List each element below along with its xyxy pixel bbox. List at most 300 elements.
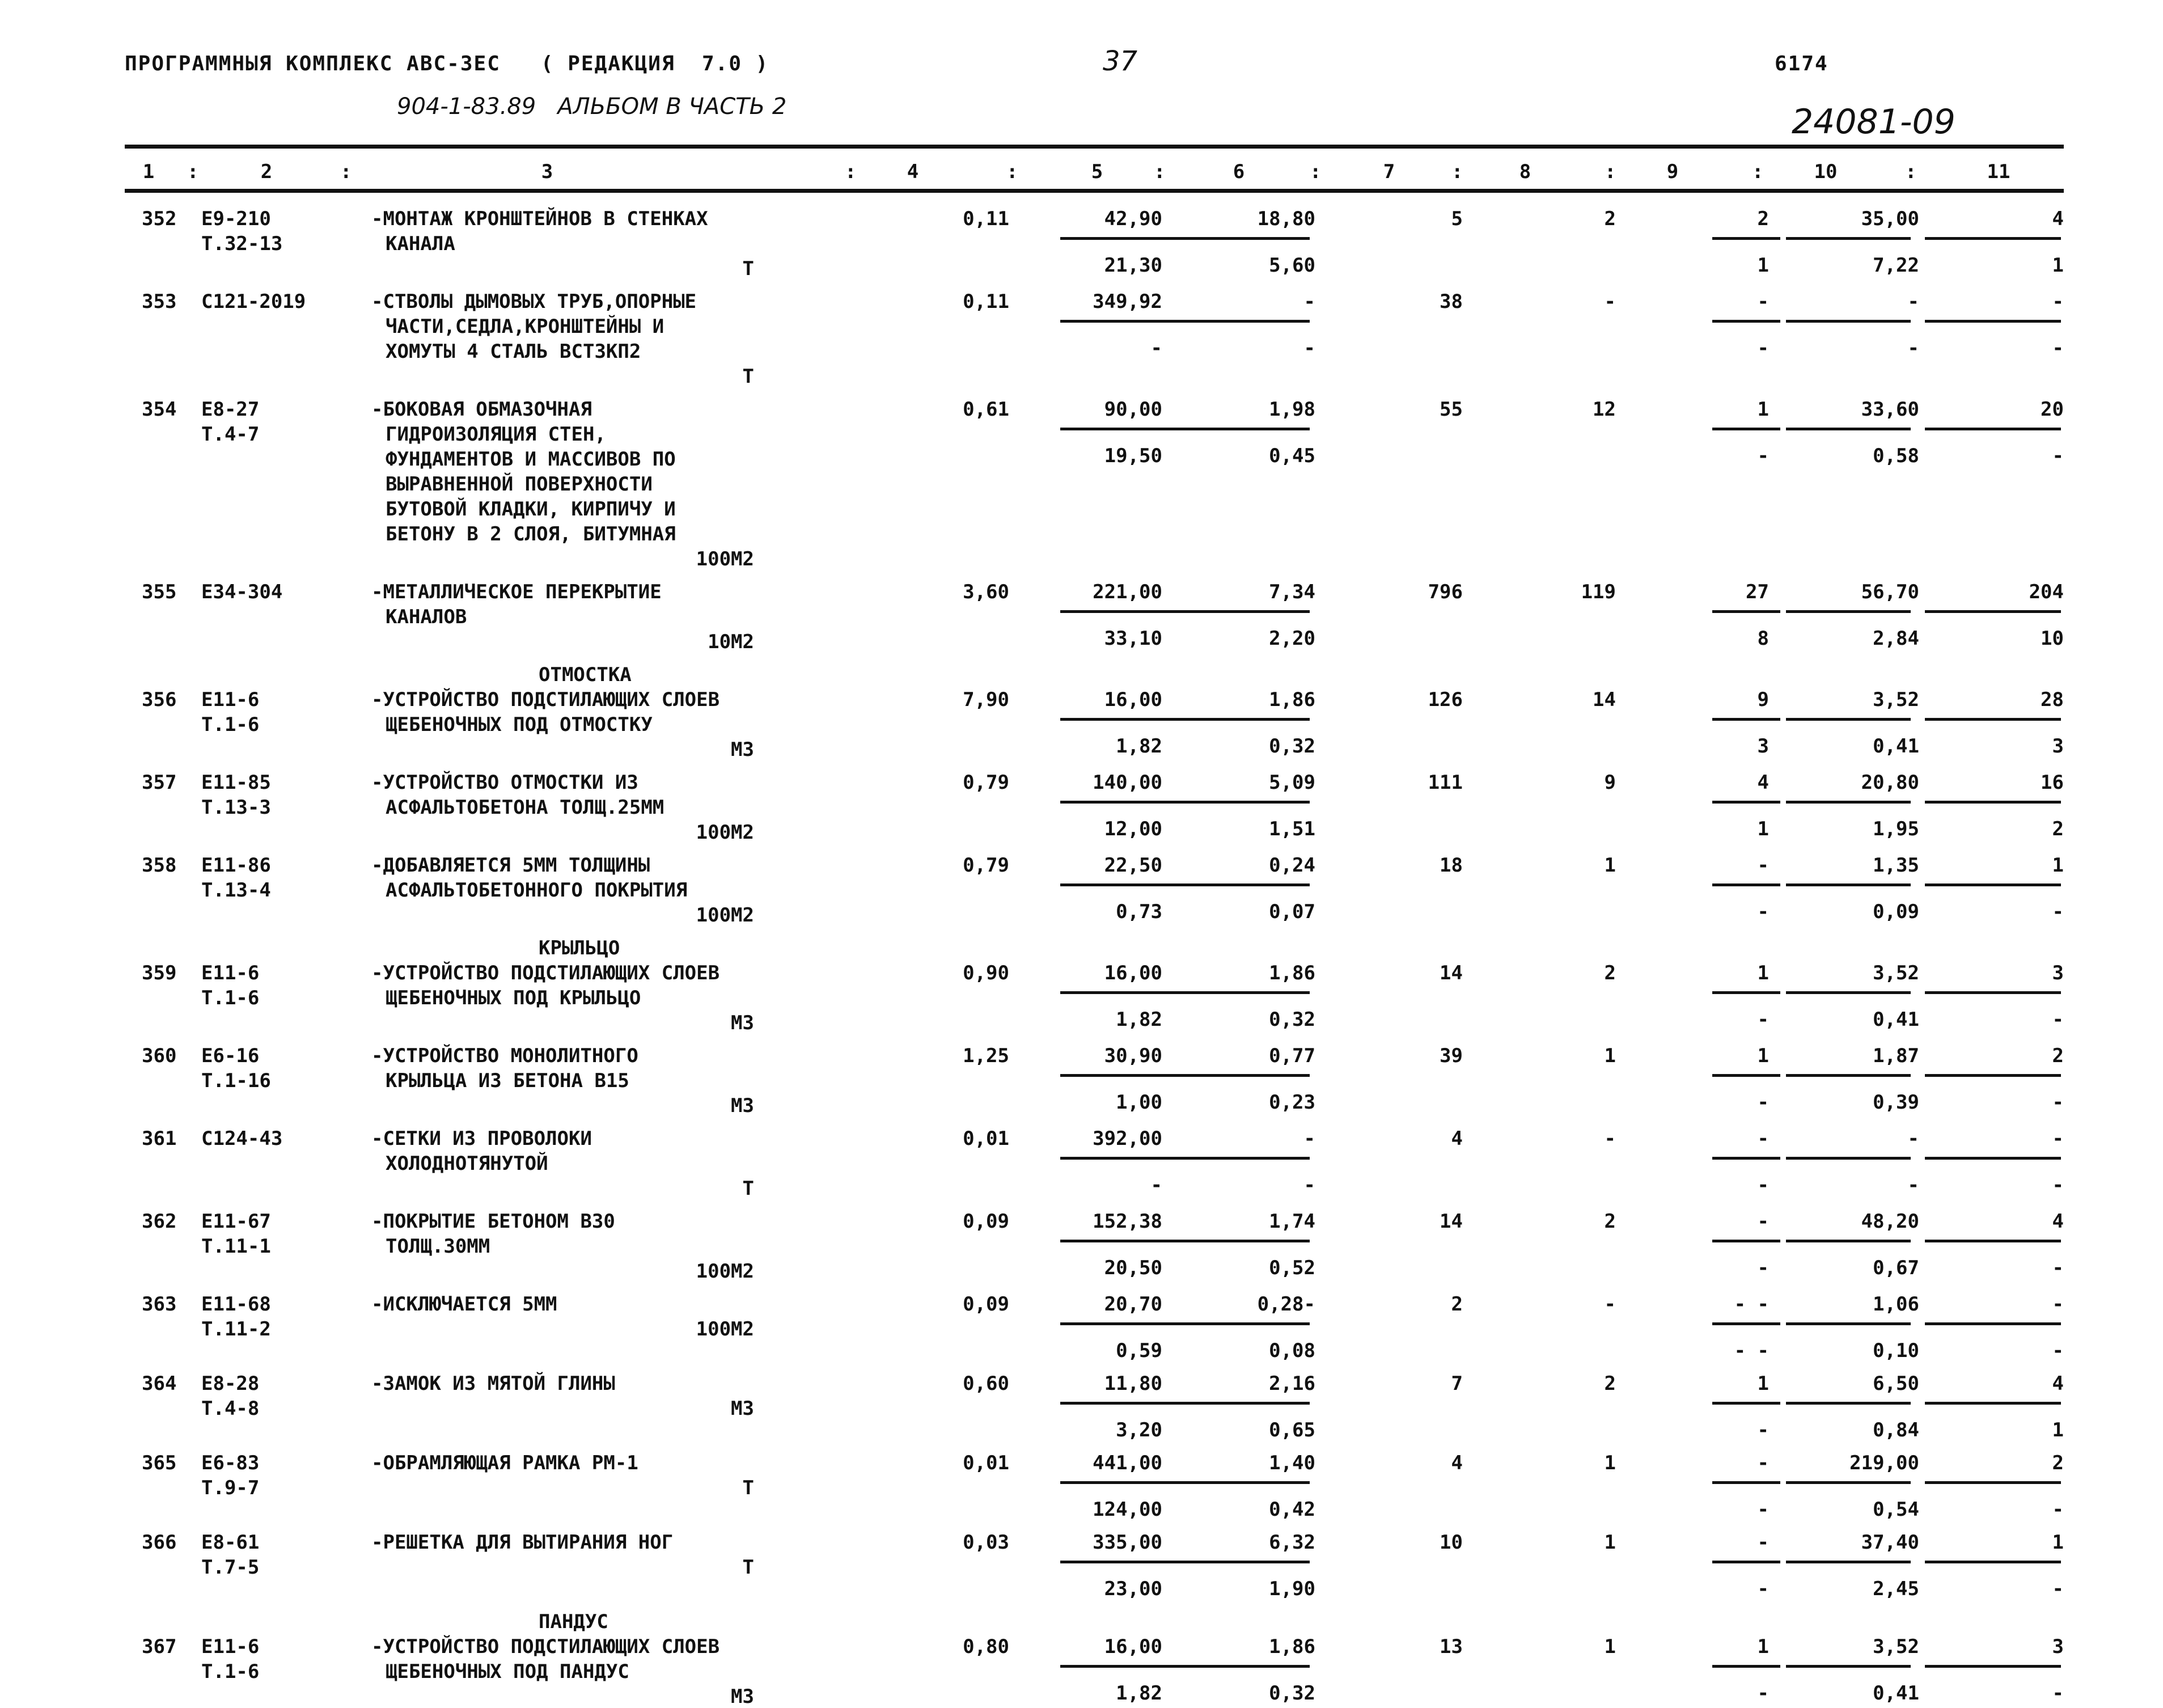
machine-wage: 0,23: [1269, 1091, 1315, 1114]
machine-wage-total: -: [1757, 1008, 1769, 1031]
total-cost: 55: [1440, 398, 1463, 421]
description-line: -СЕТКИ ИЗ ПРОВОЛОКИ: [371, 1127, 592, 1150]
machine-wage: 0,08: [1269, 1339, 1315, 1362]
value-underline: [1712, 320, 1780, 323]
value-underline: [1168, 1240, 1310, 1242]
machine-wage-total: 1: [1757, 254, 1769, 277]
labor-machinist-unit: 0,67: [1873, 1257, 1919, 1279]
labor-total: 20: [2041, 398, 2064, 421]
table-ref: Т.11-2: [201, 1318, 271, 1341]
description-line: -МОНТАЖ КРОНШТЕЙНОВ В СТЕНКАХ: [371, 208, 708, 230]
labor-machinist-total: -: [2052, 1498, 2064, 1521]
total-wage: 1: [1604, 854, 1616, 877]
machine-cost: 1: [1757, 1045, 1769, 1067]
labor-per-unit: 3,52: [1873, 962, 1919, 984]
unit-cost-wage: 0,24: [1269, 854, 1315, 877]
labor-per-unit: -: [1907, 290, 1919, 313]
labor-machinist-unit: 0,09: [1873, 900, 1919, 923]
unit-cost-total: 335,00: [1093, 1531, 1162, 1554]
machine-cost-incl-wage: 12,00: [1104, 818, 1162, 840]
table-ref: Т.4-8: [201, 1397, 260, 1420]
description-line: -ДОБАВЛЯЕТСЯ 5ММ ТОЛЩИНЫ: [371, 854, 650, 877]
description-line: -БОКОВАЯ ОБМАЗОЧНАЯ: [371, 398, 592, 421]
value-underline: [1786, 991, 1911, 994]
labor-machinist-unit: 0,54: [1873, 1498, 1919, 1521]
machine-cost-incl-wage: 1,82: [1116, 1008, 1162, 1031]
row-number: 355: [142, 581, 177, 603]
norm-code: Е34-304: [201, 581, 283, 603]
total-wage: 1: [1604, 1531, 1616, 1554]
total-cost: 796: [1428, 581, 1463, 603]
value-underline: [1060, 801, 1168, 804]
machine-cost-incl-wage: 20,50: [1104, 1257, 1162, 1279]
column-header-8: 8: [1519, 160, 1531, 183]
value-underline: [1712, 1074, 1780, 1077]
labor-total: 16: [2041, 771, 2064, 794]
value-underline: [1786, 320, 1911, 323]
column-header-11: 11: [1987, 160, 2010, 183]
value-underline: [1925, 1240, 2061, 1242]
labor-machinist-unit: 0,39: [1873, 1091, 1919, 1114]
table-ref: Т.1-6: [201, 987, 260, 1009]
norm-code: Е11-6: [201, 1635, 260, 1658]
unit-cost-wage: 0,28-: [1257, 1293, 1315, 1316]
machine-wage-total: -: [1757, 1419, 1769, 1441]
quantity: 0,03: [963, 1531, 1009, 1554]
labor-total: 1: [2052, 1531, 2064, 1554]
machine-wage-total: -: [1757, 337, 1769, 360]
description-line: ЩЕБЕНОЧНЫХ ПОД КРЫЛЬЦО: [386, 987, 641, 1009]
description-line: ХОМУТЫ 4 СТАЛЬ ВСТ3КП2: [386, 340, 641, 363]
row-number: 354: [142, 398, 177, 421]
machine-wage: 0,32: [1269, 1682, 1315, 1705]
norm-code: Е11-68: [201, 1293, 271, 1316]
table-ref: Т.13-3: [201, 796, 271, 819]
unit-label: 10М2: [708, 631, 754, 653]
table-ref: Т.13-4: [201, 879, 271, 902]
value-underline: [1712, 610, 1780, 613]
value-underline: [1925, 1665, 2061, 1668]
machine-cost-incl-wage: -: [1150, 1174, 1162, 1197]
value-underline: [1168, 1157, 1310, 1160]
value-underline: [1786, 428, 1911, 430]
quantity: 0,79: [963, 771, 1009, 794]
page-number: 37: [1103, 45, 1138, 77]
value-underline: [1786, 883, 1911, 886]
labor-total: 4: [2052, 1372, 2064, 1395]
total-cost: 111: [1428, 771, 1463, 794]
column-header-1: 1: [142, 160, 155, 183]
value-underline: [1925, 320, 2061, 323]
value-underline: [1712, 1157, 1780, 1160]
machine-wage: -: [1303, 1174, 1315, 1197]
machine-cost: -: [1757, 1127, 1769, 1150]
norm-code: Е9-210: [201, 208, 271, 230]
description-line: -УСТРОЙСТВО ПОДСТИЛАЮЩИХ СЛОЕВ: [371, 962, 720, 984]
labor-total: 1: [2052, 854, 2064, 877]
labor-total: 2: [2052, 1045, 2064, 1067]
quantity: 7,90: [963, 688, 1009, 711]
norm-code: Е8-28: [201, 1372, 260, 1395]
machine-cost-incl-wage: 21,30: [1104, 254, 1162, 277]
total-cost: 5: [1451, 208, 1463, 230]
machine-cost-incl-wage: 1,82: [1116, 735, 1162, 758]
section-title: ОТМОСТКА: [539, 663, 632, 686]
sheet-code: 6174: [1775, 52, 1828, 75]
value-underline: [1168, 1665, 1310, 1668]
unit-cost-wage: 1,86: [1269, 962, 1315, 984]
value-underline: [1168, 718, 1310, 721]
program-title: ПРОГРАММНЫЯ КОМПЛЕКС АВС-3ЕС ( РЕДАКЦИЯ 7.0 ): [125, 52, 769, 75]
norm-code: С124-43: [201, 1127, 283, 1150]
value-underline: [1925, 991, 2061, 994]
row-number: 363: [142, 1293, 177, 1316]
album-annotation: 904-1-83.89 АЛЬБОМ В ЧАСТЬ 2: [397, 94, 787, 120]
labor-machinist-unit: 0,41: [1873, 1008, 1919, 1031]
description-line: ХОЛОДНОТЯНУТОЙ: [386, 1152, 548, 1175]
labor-machinist-unit: 0,10: [1873, 1339, 1919, 1362]
value-underline: [1786, 1561, 1911, 1563]
value-underline: [1060, 1240, 1168, 1242]
column-separator: :: [187, 160, 199, 183]
labor-per-unit: 1,06: [1873, 1293, 1919, 1316]
description-line: -УСТРОЙСТВО ОТМОСТКИ ИЗ: [371, 771, 638, 794]
quantity: 0,79: [963, 854, 1009, 877]
value-underline: [1712, 1402, 1780, 1405]
unit-label: 100М2: [696, 904, 754, 927]
value-underline: [1925, 883, 2061, 886]
labor-machinist-unit: 0,58: [1873, 445, 1919, 467]
labor-total: 4: [2052, 208, 2064, 230]
total-wage: 1: [1604, 1452, 1616, 1474]
unit-cost-wage: -: [1303, 1127, 1315, 1150]
column-separator: :: [1006, 160, 1018, 183]
total-cost: 14: [1440, 1210, 1463, 1233]
value-underline: [1168, 610, 1310, 613]
labor-machinist-total: -: [2052, 445, 2064, 467]
labor-machinist-unit: 0,84: [1873, 1419, 1919, 1441]
value-underline: [1786, 1402, 1911, 1405]
description-line: БУТОВОЙ КЛАДКИ, КИРПИЧУ И: [386, 498, 676, 521]
description-line: БЕТОНУ В 2 СЛОЯ, БИТУМНАЯ: [386, 523, 676, 546]
unit-cost-total: 11,80: [1104, 1372, 1162, 1395]
description-line: -УСТРОЙСТВО ПОДСТИЛАЮЩИХ СЛОЕВ: [371, 1635, 720, 1658]
total-cost: 2: [1451, 1293, 1463, 1316]
machine-wage-total: -: [1757, 1174, 1769, 1197]
description-line: КРЫЛЬЦА ИЗ БЕТОНА В15: [386, 1069, 629, 1092]
labor-machinist-total: -: [2052, 1257, 2064, 1279]
value-underline: [1786, 1240, 1911, 1242]
total-wage: -: [1604, 1127, 1616, 1150]
description-line: ГИДРОИЗОЛЯЦИЯ СТЕН,: [386, 423, 606, 446]
value-underline: [1060, 718, 1168, 721]
unit-label: 100М2: [696, 821, 754, 844]
machine-cost-incl-wage: 23,00: [1104, 1578, 1162, 1600]
labor-machinist-total: 1: [2052, 254, 2064, 277]
table-ref: Т.7-5: [201, 1556, 260, 1579]
description-line: АСФАЛЬТОБЕТОНА ТОЛЩ.25ММ: [386, 796, 664, 819]
total-wage: 14: [1593, 688, 1616, 711]
machine-cost-incl-wage: 3,20: [1116, 1419, 1162, 1441]
unit-cost-wage: 6,32: [1269, 1531, 1315, 1554]
machine-wage-total: - -: [1734, 1339, 1769, 1362]
unit-cost-total: 16,00: [1104, 688, 1162, 711]
unit-cost-total: 30,90: [1104, 1045, 1162, 1067]
quantity: 0,80: [963, 1635, 1009, 1658]
row-number: 367: [142, 1635, 177, 1658]
total-wage: 9: [1604, 771, 1616, 794]
row-number: 365: [142, 1452, 177, 1474]
row-number: 366: [142, 1531, 177, 1554]
machine-wage: 2,20: [1269, 627, 1315, 650]
unit-label: Т: [742, 365, 754, 388]
norm-code: Е11-67: [201, 1210, 271, 1233]
value-underline: [1712, 237, 1780, 240]
unit-cost-total: 152,38: [1093, 1210, 1162, 1233]
value-underline: [1925, 801, 2061, 804]
table-ref: Т.1-6: [201, 713, 260, 736]
description-line: ФУНДАМЕНТОВ И МАССИВОВ ПО: [386, 448, 676, 471]
value-underline: [1060, 610, 1168, 613]
value-underline: [1786, 1481, 1911, 1484]
row-number: 356: [142, 688, 177, 711]
machine-cost: 1: [1757, 1372, 1769, 1395]
total-cost: 7: [1451, 1372, 1463, 1395]
table-ref: Т.9-7: [201, 1477, 260, 1499]
row-number: 352: [142, 208, 177, 230]
total-cost: 39: [1440, 1045, 1463, 1067]
machine-wage: 0,32: [1269, 735, 1315, 758]
total-wage: 2: [1604, 1372, 1616, 1395]
row-number: 364: [142, 1372, 177, 1395]
description-line: КАНАЛА: [386, 232, 455, 255]
labor-machinist-total: -: [2052, 337, 2064, 360]
value-underline: [1060, 1157, 1168, 1160]
labor-per-unit: 1,87: [1873, 1045, 1919, 1067]
machine-cost: 1: [1757, 1635, 1769, 1658]
column-separator: :: [845, 160, 857, 183]
row-number: 357: [142, 771, 177, 794]
unit-cost-total: 20,70: [1104, 1293, 1162, 1316]
machine-wage-total: -: [1757, 1257, 1769, 1279]
total-wage: 119: [1581, 581, 1616, 603]
machine-wage: 5,60: [1269, 254, 1315, 277]
column-separator: :: [1154, 160, 1166, 183]
row-number: 353: [142, 290, 177, 313]
value-underline: [1060, 1074, 1168, 1077]
machine-wage: 0,42: [1269, 1498, 1315, 1521]
column-separator: :: [340, 160, 352, 183]
value-underline: [1168, 320, 1310, 323]
description-line: ТОЛЩ.30ММ: [386, 1235, 490, 1258]
value-underline: [1060, 883, 1168, 886]
unit-label: М3: [731, 738, 754, 761]
value-underline: [1060, 237, 1168, 240]
machine-wage: 0,07: [1269, 900, 1315, 923]
value-underline: [1925, 1074, 2061, 1077]
total-wage: 1: [1604, 1045, 1616, 1067]
machine-wage: 1,90: [1269, 1578, 1315, 1600]
row-number: 362: [142, 1210, 177, 1233]
machine-wage-total: -: [1757, 445, 1769, 467]
unit-cost-wage: 18,80: [1257, 208, 1315, 230]
labor-machinist-total: -: [2052, 1091, 2064, 1114]
unit-cost-total: 16,00: [1104, 1635, 1162, 1658]
table-ref: Т.11-1: [201, 1235, 271, 1258]
row-number: 359: [142, 962, 177, 984]
unit-cost-wage: 0,77: [1269, 1045, 1315, 1067]
value-underline: [1925, 1402, 2061, 1405]
total-wage: -: [1604, 290, 1616, 313]
table-ref: Т.4-7: [201, 423, 260, 446]
value-underline: [1712, 1240, 1780, 1242]
section-title: КРЫЛЬЦО: [539, 937, 620, 959]
value-underline: [1786, 801, 1911, 804]
value-underline: [1712, 991, 1780, 994]
value-underline: [1925, 1157, 2061, 1160]
value-underline: [1060, 1665, 1168, 1668]
value-underline: [1925, 237, 2061, 240]
labor-machinist-unit: 2,45: [1873, 1578, 1919, 1600]
machine-cost: 1: [1757, 962, 1769, 984]
labor-per-unit: 33,60: [1861, 398, 1919, 421]
labor-total: -: [2052, 290, 2064, 313]
labor-machinist-unit: -: [1907, 337, 1919, 360]
row-number: 361: [142, 1127, 177, 1150]
labor-per-unit: -: [1907, 1127, 1919, 1150]
norm-code: Е6-83: [201, 1452, 260, 1474]
machine-wage-total: 3: [1757, 735, 1769, 758]
value-underline: [1786, 718, 1911, 721]
value-underline: [1168, 428, 1310, 430]
unit-cost-wage: 1,40: [1269, 1452, 1315, 1474]
value-underline: [1060, 1481, 1168, 1484]
description-line: -УСТРОЙСТВО МОНОЛИТНОГО: [371, 1045, 638, 1067]
norm-code: Е11-85: [201, 771, 271, 794]
labor-total: -: [2052, 1293, 2064, 1316]
unit-label: Т: [742, 1556, 754, 1579]
column-header-10: 10: [1814, 160, 1838, 183]
machine-cost: 1: [1757, 398, 1769, 421]
value-underline: [1060, 428, 1168, 430]
machine-wage-total: -: [1757, 1682, 1769, 1705]
value-underline: [1925, 1322, 2061, 1325]
description-line: АСФАЛЬТОБЕТОННОГО ПОКРЫТИЯ: [386, 879, 688, 902]
quantity: 0,11: [963, 290, 1009, 313]
unit-cost-wage: 5,09: [1269, 771, 1315, 794]
labor-machinist-total: 1: [2052, 1419, 2064, 1441]
machine-cost: 27: [1746, 581, 1769, 603]
value-underline: [1060, 1561, 1168, 1563]
labor-machinist-total: -: [2052, 1339, 2064, 1362]
column-header-7: 7: [1383, 160, 1395, 183]
labor-machinist-total: -: [2052, 1578, 2064, 1600]
value-underline: [1060, 320, 1168, 323]
labor-machinist-total: -: [2052, 900, 2064, 923]
value-underline: [1712, 1322, 1780, 1325]
unit-cost-total: 42,90: [1104, 208, 1162, 230]
unit-cost-wage: 1,86: [1269, 688, 1315, 711]
column-separator: :: [1752, 160, 1764, 183]
labor-per-unit: 37,40: [1861, 1531, 1919, 1554]
table-ref: Т.32-13: [201, 232, 283, 255]
value-underline: [1060, 1322, 1168, 1325]
labor-machinist-total: 10: [2041, 627, 2064, 650]
labor-per-unit: 1,35: [1873, 854, 1919, 877]
labor-per-unit: 6,50: [1873, 1372, 1919, 1395]
total-wage: 2: [1604, 1210, 1616, 1233]
unit-label: 100М2: [696, 548, 754, 570]
machine-cost: -: [1757, 290, 1769, 313]
section-title: ПАНДУС: [539, 1610, 608, 1633]
value-underline: [1168, 237, 1310, 240]
labor-per-unit: 20,80: [1861, 771, 1919, 794]
norm-code: Е11-6: [201, 688, 260, 711]
value-underline: [1060, 1402, 1168, 1405]
labor-total: 2: [2052, 1452, 2064, 1474]
description-line: -ЗАМОК ИЗ МЯТОЙ ГЛИНЫ: [371, 1372, 615, 1395]
total-cost: 4: [1451, 1127, 1463, 1150]
unit-label: Т: [742, 1177, 754, 1200]
quantity: 0,11: [963, 208, 1009, 230]
machine-cost: -: [1757, 1210, 1769, 1233]
labor-per-unit: 219,00: [1849, 1452, 1919, 1474]
unit-label: Т: [742, 257, 754, 280]
norm-code: Е8-61: [201, 1531, 260, 1554]
value-underline: [1786, 237, 1911, 240]
description-line: ЧАСТИ,СЕДЛА,КРОНШТЕЙНЫ И: [386, 315, 664, 338]
machine-cost-incl-wage: 1,82: [1116, 1682, 1162, 1705]
quantity: 0,01: [963, 1127, 1009, 1150]
value-underline: [1786, 1322, 1911, 1325]
norm-code: Е11-6: [201, 962, 260, 984]
labor-machinist-unit: 7,22: [1873, 254, 1919, 277]
quantity: 0,09: [963, 1293, 1009, 1316]
value-underline: [1712, 883, 1780, 886]
machine-wage: 0,45: [1269, 445, 1315, 467]
machine-cost-incl-wage: 19,50: [1104, 445, 1162, 467]
total-cost: 126: [1428, 688, 1463, 711]
labor-per-unit: 35,00: [1861, 208, 1919, 230]
labor-machinist-unit: 1,95: [1873, 818, 1919, 840]
norm-code: Е8-27: [201, 398, 260, 421]
column-header-5: 5: [1091, 160, 1103, 183]
unit-cost-total: 221,00: [1093, 581, 1162, 603]
value-underline: [1925, 1481, 2061, 1484]
machine-cost: -: [1757, 854, 1769, 877]
table-ref: Т.1-6: [201, 1660, 260, 1683]
labor-machinist-total: -: [2052, 1682, 2064, 1705]
unit-cost-total: 392,00: [1093, 1127, 1162, 1150]
norm-code: Е6-16: [201, 1045, 260, 1067]
quantity: 0,61: [963, 398, 1009, 421]
machine-wage-total: -: [1757, 1091, 1769, 1114]
machine-cost-incl-wage: 33,10: [1104, 627, 1162, 650]
row-number: 360: [142, 1045, 177, 1067]
labor-total: 204: [2029, 581, 2064, 603]
description-line: КАНАЛОВ: [386, 606, 467, 628]
machine-cost: -: [1757, 1452, 1769, 1474]
value-underline: [1712, 1481, 1780, 1484]
machine-cost: 4: [1757, 771, 1769, 794]
description-line: -МЕТАЛЛИЧЕСКОЕ ПЕРЕКРЫТИЕ: [371, 581, 662, 603]
machine-wage-total: 1: [1757, 818, 1769, 840]
unit-cost-wage: 1,98: [1269, 398, 1315, 421]
labor-per-unit: 3,52: [1873, 1635, 1919, 1658]
labor-machinist-unit: 0,41: [1873, 735, 1919, 758]
norm-code: Е11-86: [201, 854, 271, 877]
labor-total: 28: [2041, 688, 2064, 711]
